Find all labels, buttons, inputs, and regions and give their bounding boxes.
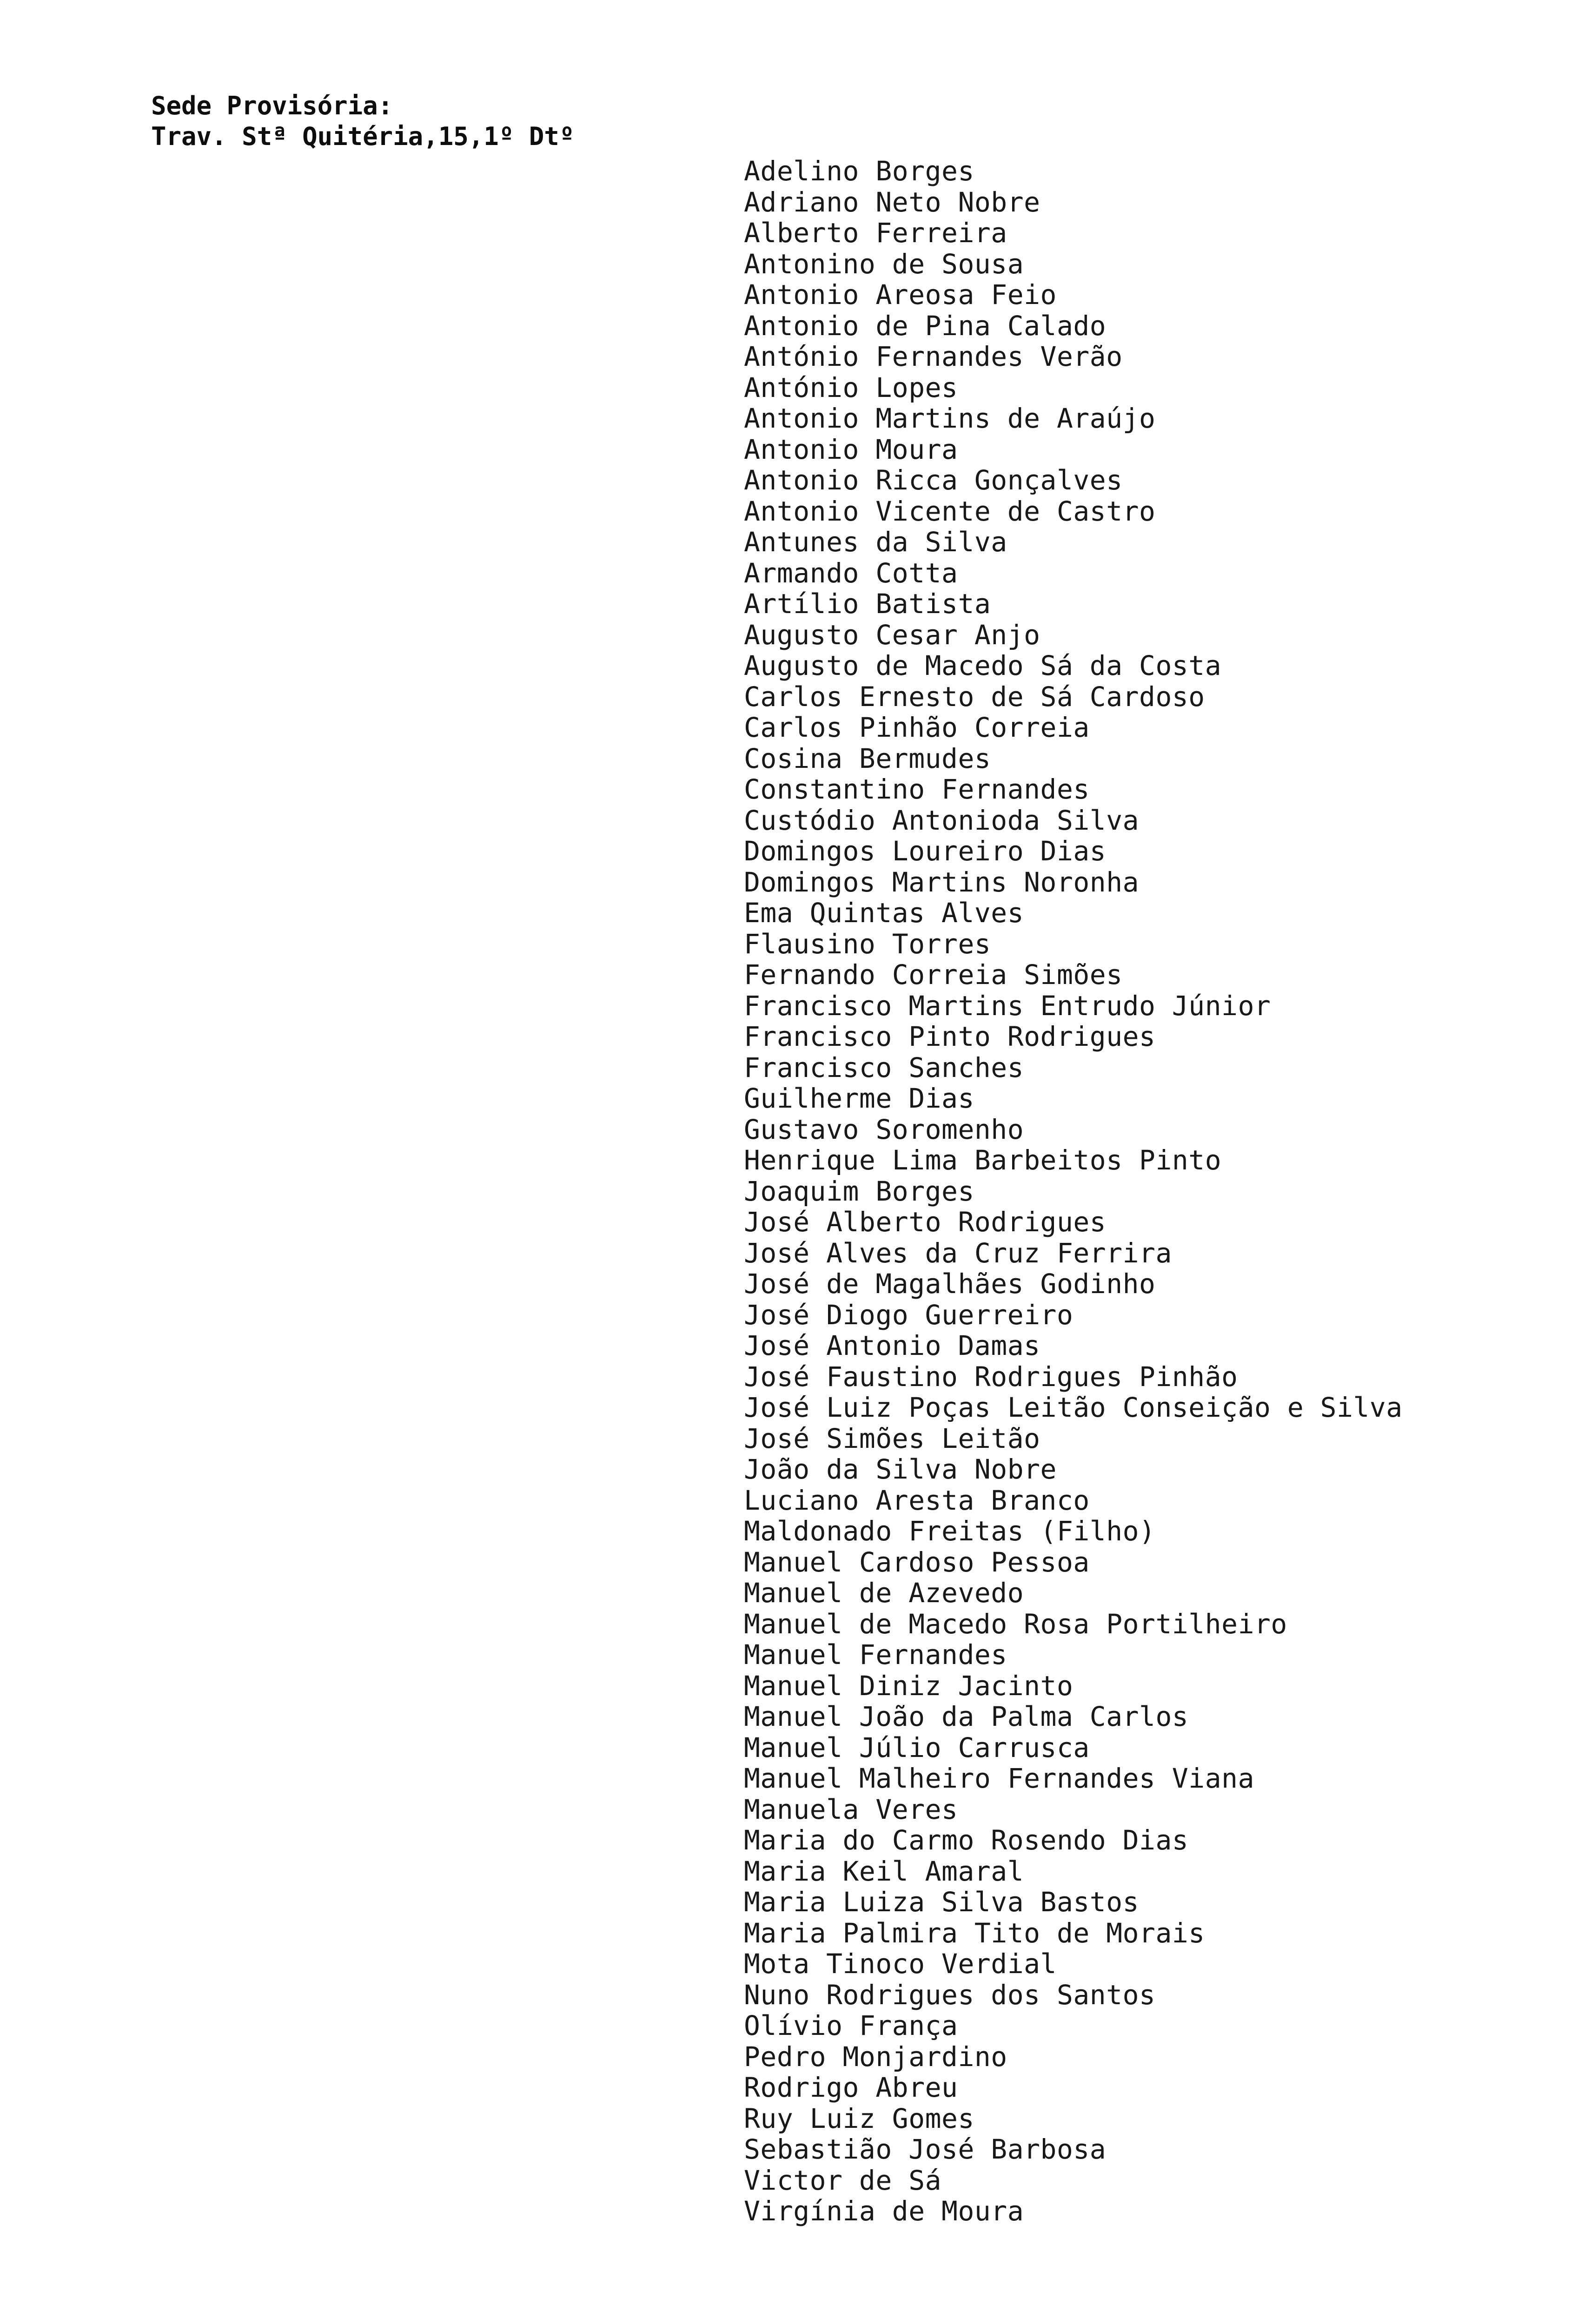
- name-list-item: Manuel João da Palma Carlos: [744, 1701, 1189, 1732]
- name-list-item: Olívio França: [744, 2010, 958, 2041]
- name-list-item: Domingos Martins Noronha: [744, 866, 1140, 898]
- header-address: Trav. Stª Quitéria,15,1º Dtº: [151, 122, 575, 151]
- signatory-names-list: [744, 156, 1571, 2227]
- name-list-item: Antonio Ricca Gonçalves: [744, 464, 1123, 496]
- name-list-item: Antonio de Pina Calado: [744, 310, 1107, 342]
- name-list-item: Augusto Cesar Anjo: [744, 619, 1040, 651]
- name-list-item: António Lopes: [744, 371, 958, 403]
- name-list-item: Antonio Moura: [744, 433, 958, 465]
- name-list-item: Victor de Sá: [744, 2164, 942, 2196]
- name-list-item: José Diogo Guerreiro: [744, 1299, 1073, 1331]
- header-title: Sede Provisória:: [151, 91, 393, 120]
- name-list-item: Flausino Torres: [744, 928, 991, 960]
- name-list-item: Augusto de Macedo Sá da Costa: [744, 650, 1222, 681]
- name-list-item: Maria Luiza Silva Bastos: [744, 1886, 1140, 1918]
- name-list-item: Manuel de Macedo Rosa Portilheiro: [744, 1608, 1287, 1640]
- name-list-item: Sebastião José Barbosa: [744, 2133, 1107, 2165]
- name-list-item: Manuel de Azevedo: [744, 1577, 1024, 1609]
- name-list-item: Artílio Batista: [744, 588, 991, 620]
- name-list-item: Maria Keil Amaral: [744, 1855, 1024, 1887]
- name-list-item: Antunes da Silva: [744, 526, 1007, 558]
- name-list-item: Mota Tinoco Verdial: [744, 1948, 1057, 1980]
- name-list-item: Manuel Malheiro Fernandes Viana: [744, 1763, 1254, 1794]
- name-list-item: Joaquim Borges: [744, 1175, 974, 1207]
- name-list-item: Antonino de Sousa: [744, 248, 1024, 280]
- name-list-item: Virgínia de Moura: [744, 2195, 1024, 2227]
- name-list-item: Carlos Ernesto de Sá Cardoso: [744, 680, 1205, 713]
- name-list-item: Fernando Correia Simões: [744, 959, 1123, 990]
- name-list-item: Maria do Carmo Rosendo Dias: [744, 1824, 1189, 1856]
- name-list-item: Francisco Sanches: [744, 1051, 1024, 1083]
- name-list-item: Custódio Antonioda Silva: [744, 804, 1140, 836]
- name-list-item: Adelino Borges: [744, 155, 974, 187]
- name-list-item: Ema Quintas Alves: [744, 897, 1024, 929]
- name-list-item: Francisco Pinto Rodrigues: [744, 1021, 1156, 1052]
- name-list-item: Nuno Rodrigues dos Santos: [744, 1979, 1156, 2011]
- name-list-item: Antonio Martins de Araújo: [744, 403, 1156, 434]
- name-list-item: Antonio Vicente de Castro: [744, 495, 1156, 527]
- name-list-item: Maria Palmira Tito de Morais: [744, 1917, 1205, 1949]
- name-list-item: Maldonado Freitas (Filho): [744, 1515, 1156, 1547]
- name-list-item: José Luiz Poças Leitão Conseição e Silva: [744, 1392, 1403, 1423]
- name-list-item: Cosina Bermudes: [744, 742, 991, 774]
- name-list-item: Manuel Fernandes: [744, 1639, 1007, 1670]
- name-list-item: José Alves da Cruz Ferrira: [744, 1237, 1172, 1269]
- name-list-item: Constantino Fernandes: [744, 773, 1090, 805]
- letterhead-address: [151, 91, 802, 152]
- name-list-item: Pedro Monjardino: [744, 2040, 1007, 2073]
- name-list-item: Luciano Aresta Branco: [744, 1484, 1090, 1516]
- name-list-item: Henrique Lima Barbeitos Pinto: [744, 1144, 1222, 1176]
- name-list-item: Domingos Loureiro Dias: [744, 835, 1107, 867]
- name-list-item: Manuel Júlio Carrusca: [744, 1731, 1090, 1763]
- name-list-item: José Alberto Rodrigues: [744, 1206, 1107, 1238]
- name-list-item: Carlos Pinhão Correia: [744, 712, 1090, 743]
- name-list-item: Manuela Veres: [744, 1793, 958, 1825]
- name-list-item: José Faustino Rodrigues Pinhão: [744, 1360, 1238, 1393]
- name-list-item: Rodrigo Abreu: [744, 2072, 958, 2103]
- name-list-item: Francisco Martins Entrudo Júnior: [744, 990, 1271, 1022]
- name-list-item: Gustavo Soromenho: [744, 1113, 1024, 1145]
- name-list-item: José de Magalhães Godinho: [744, 1268, 1156, 1300]
- name-list-item: Antonio Areosa Feio: [744, 279, 1057, 310]
- name-list-item: Guilherme Dias: [744, 1083, 974, 1114]
- name-list-item: Manuel Cardoso Pessoa: [744, 1546, 1090, 1578]
- name-list-item: João da Silva Nobre: [744, 1453, 1057, 1485]
- name-list-item: Adriano Neto Nobre: [744, 186, 1040, 218]
- name-list-item: Alberto Ferreira: [744, 217, 1007, 249]
- name-list-item: José Simões Leitão: [744, 1422, 1040, 1454]
- name-list-item: Armando Cotta: [744, 557, 958, 589]
- name-list-item: Ruy Luiz Gomes: [744, 2102, 974, 2134]
- name-list-item: António Fernandes Verão: [744, 341, 1123, 372]
- name-list-item: Manuel Diniz Jacinto: [744, 1670, 1073, 1702]
- name-list-item: José Antonio Damas: [744, 1330, 1040, 1361]
